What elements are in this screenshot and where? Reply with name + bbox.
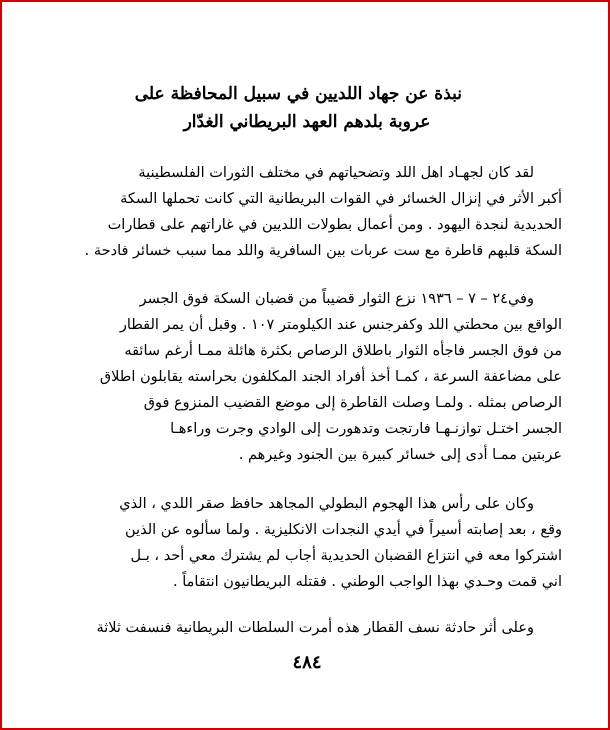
text-line: لقد كان لجهـاد اهل اللد وتضحياتهم في مختلف الثورات الفلسطينية xyxy=(138,165,534,181)
paragraph-2 xyxy=(46,286,562,468)
text-line: أكبر الأثر في إنزال الخسائر في القوات البريطانية التي كانت تحملها السكة xyxy=(120,191,562,207)
text-line: وفي٢٤ – ٧ – ١٩٣٦ نزع الثوار قضيباً من قضبان السكة فوق الجسر xyxy=(139,291,534,307)
text-line: من فوق الجسر فاجأه الثوار باطلاق الرصاص بكثرة هائلة ممـا أرغم سائقه xyxy=(124,343,562,359)
document-page xyxy=(2,2,606,728)
text-line: الواقع بين محطتي اللد وكفرجنس عند الكيلومتر ١٠٧ . وقبل أن يمر القطار xyxy=(119,317,562,333)
title-line-2: عروبة بلدهم العهد البريطاني الغدّار xyxy=(183,112,431,132)
text-line: وعلى أثر حادثة نسف القطار هذه أمرت السلطات البريطانية فنسفت ثلاثة xyxy=(96,620,534,636)
text-line: وقع ، بعد إصابته أسيراً في أيدي النجدات الانكليزية . ولما سألوه عن الذين xyxy=(125,522,562,538)
text-line: اني قمت وحـدي بهذا الواجب الوطني . فقتله البريطانيون انتقاماً . xyxy=(173,574,562,590)
text-line: الحديدية لنجدة اليهود . ومن أعمال بطولات اللديين في غاراتهم على قطارات xyxy=(107,217,562,233)
text-line: عربتين ممـا أدى إلى خسائر كبيرة بين الجنود وغيرهم . xyxy=(238,447,562,463)
text-line: اشتركوا معه في انتزاع القضبان الحديدية أجاب لم يشترك معي أحد ، بـل xyxy=(130,548,562,564)
text-line: السكة قلبهم قاطرة مع ست عربات بين السافرية واللد مما سبب خسائر فادحة . xyxy=(84,243,562,259)
page-number: ٤٨٤ xyxy=(292,652,322,673)
paragraph-1 xyxy=(46,160,562,264)
text-line: وكان على رأس هذا الهجوم البطولي المجاهد حافظ صقر اللدي ، الذي xyxy=(119,496,534,512)
title-line-1: نبذة عن جهاد اللديين في سبيل المحافظة على xyxy=(134,84,462,104)
text-line: على مضاعفة السرعة ، كمـا أخذ أفراد الجند المكلفون بحراسته يقابلون اطلاق xyxy=(99,369,562,385)
text-line: الجسر اختـل توازنـهـا فارتجت وتدهورت إلى الوادي وجرت وراءهـا xyxy=(170,421,562,437)
paragraph-4 xyxy=(46,615,562,641)
text-line: الرصاص بمثله . ولمـا وصلت القاطرة إلى موضع القضيب المنزوع فوق xyxy=(143,395,562,411)
paragraph-3 xyxy=(46,491,562,595)
